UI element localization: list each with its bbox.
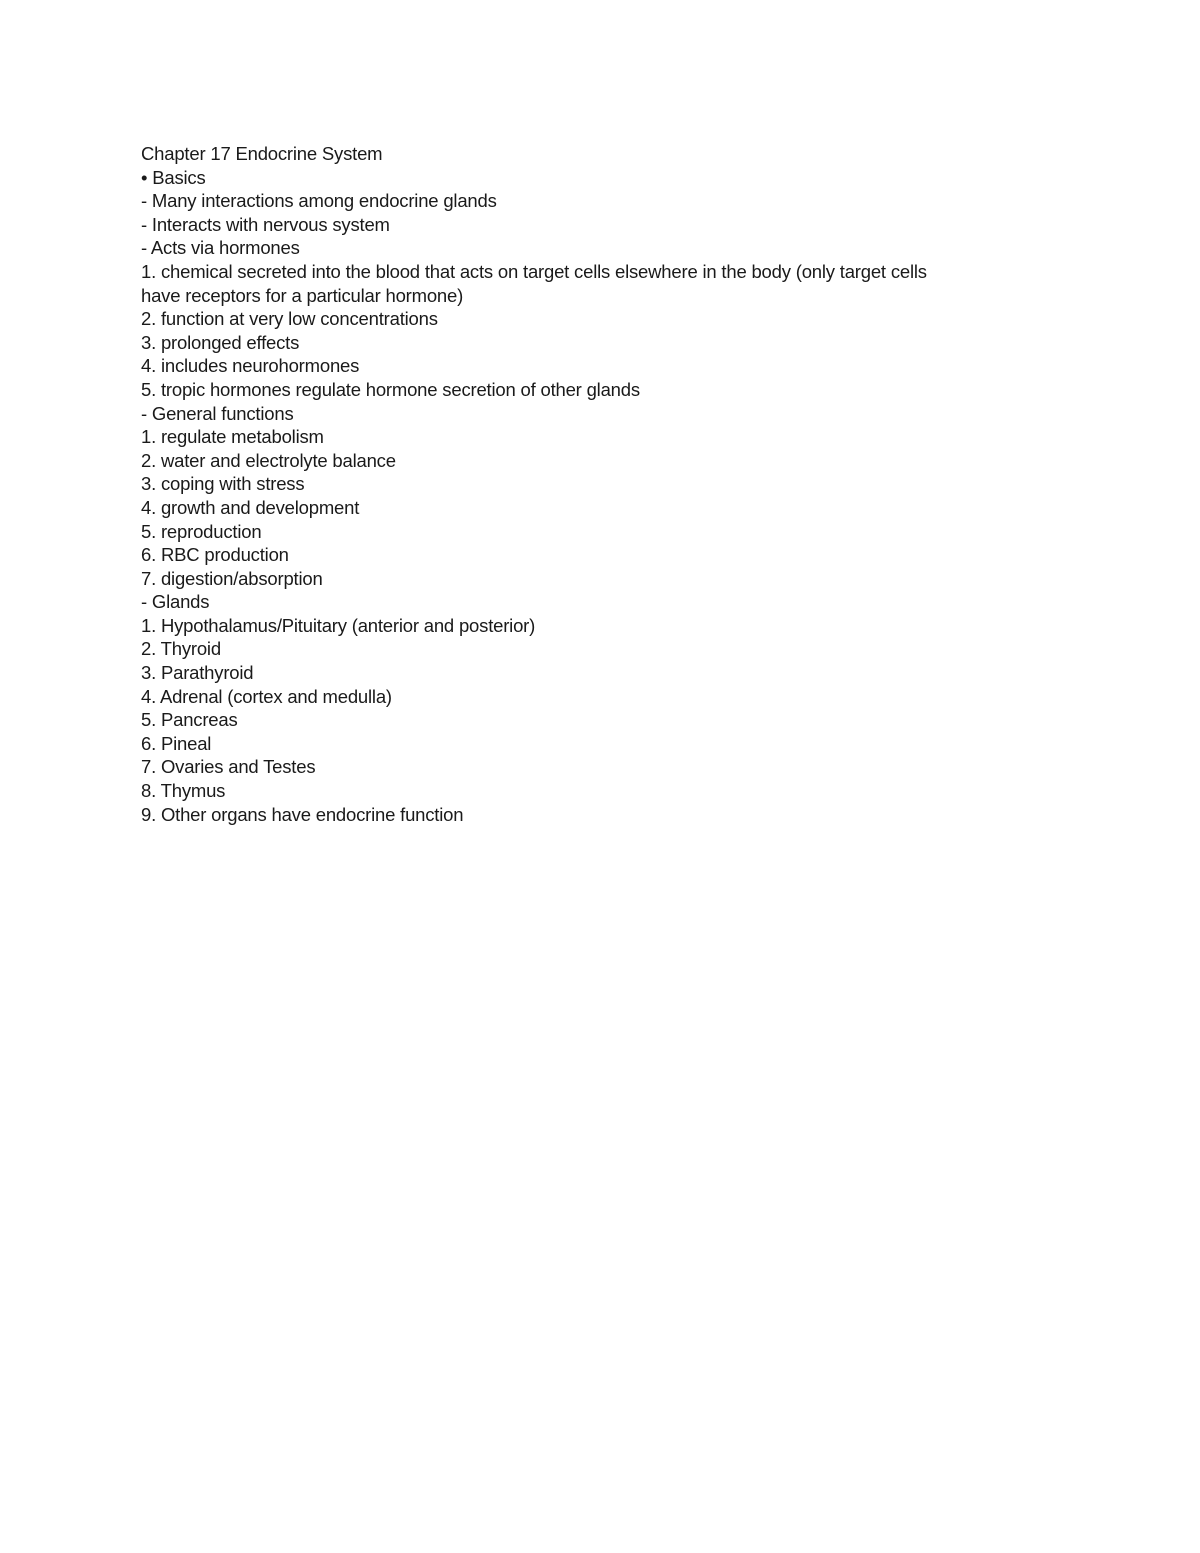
document-title: Chapter 17 Endocrine System [141, 143, 383, 164]
note-line: 6. Pineal [141, 732, 212, 754]
note-line: 2. function at very low concentrations [141, 308, 438, 330]
note-line: 1. chemical secreted into the blood that acts on target cells elsewhere in the body (only target cells have receptors for a particular hormone) [141, 260, 932, 306]
note-line: - Acts via hormones [141, 237, 300, 259]
note-line-general-functions: - General functions [141, 402, 294, 424]
note-line: 7. digestion/absorption [141, 567, 323, 589]
note-line: 2. water and electrolyte balance [141, 449, 396, 471]
note-line: 3. Parathyroid [141, 662, 254, 684]
note-line: 2. Thyroid [141, 638, 221, 660]
note-line: 4. includes neurohormones [141, 355, 360, 377]
note-line-basics: • Basics [141, 166, 206, 188]
note-line: - Interacts with nervous system [141, 213, 390, 235]
note-line: - Many interactions among endocrine glands [141, 190, 497, 212]
note-line: 7. Ovaries and Testes [141, 756, 316, 778]
note-line: 4. Adrenal (cortex and medulla) [141, 685, 392, 707]
note-line: 3. prolonged effects [141, 331, 300, 353]
note-line: 3. coping with stress [141, 473, 305, 495]
note-line: 1. Hypothalamus/Pituitary (anterior and posterior) [141, 614, 536, 636]
note-line: 9. Other organs have endocrine function [141, 803, 464, 825]
note-line: 4. growth and development [141, 496, 360, 518]
note-line: 8. Thymus [141, 780, 226, 802]
note-line: 1. regulate metabolism [141, 426, 324, 448]
note-line: 5. reproduction [141, 520, 262, 542]
note-line: 5. tropic hormones regulate hormone secretion of other glands [141, 378, 640, 400]
note-line: 6. RBC production [141, 544, 289, 566]
note-line-glands: - Glands [141, 591, 210, 613]
note-line: 5. Pancreas [141, 709, 238, 731]
document-body [141, 142, 971, 826]
